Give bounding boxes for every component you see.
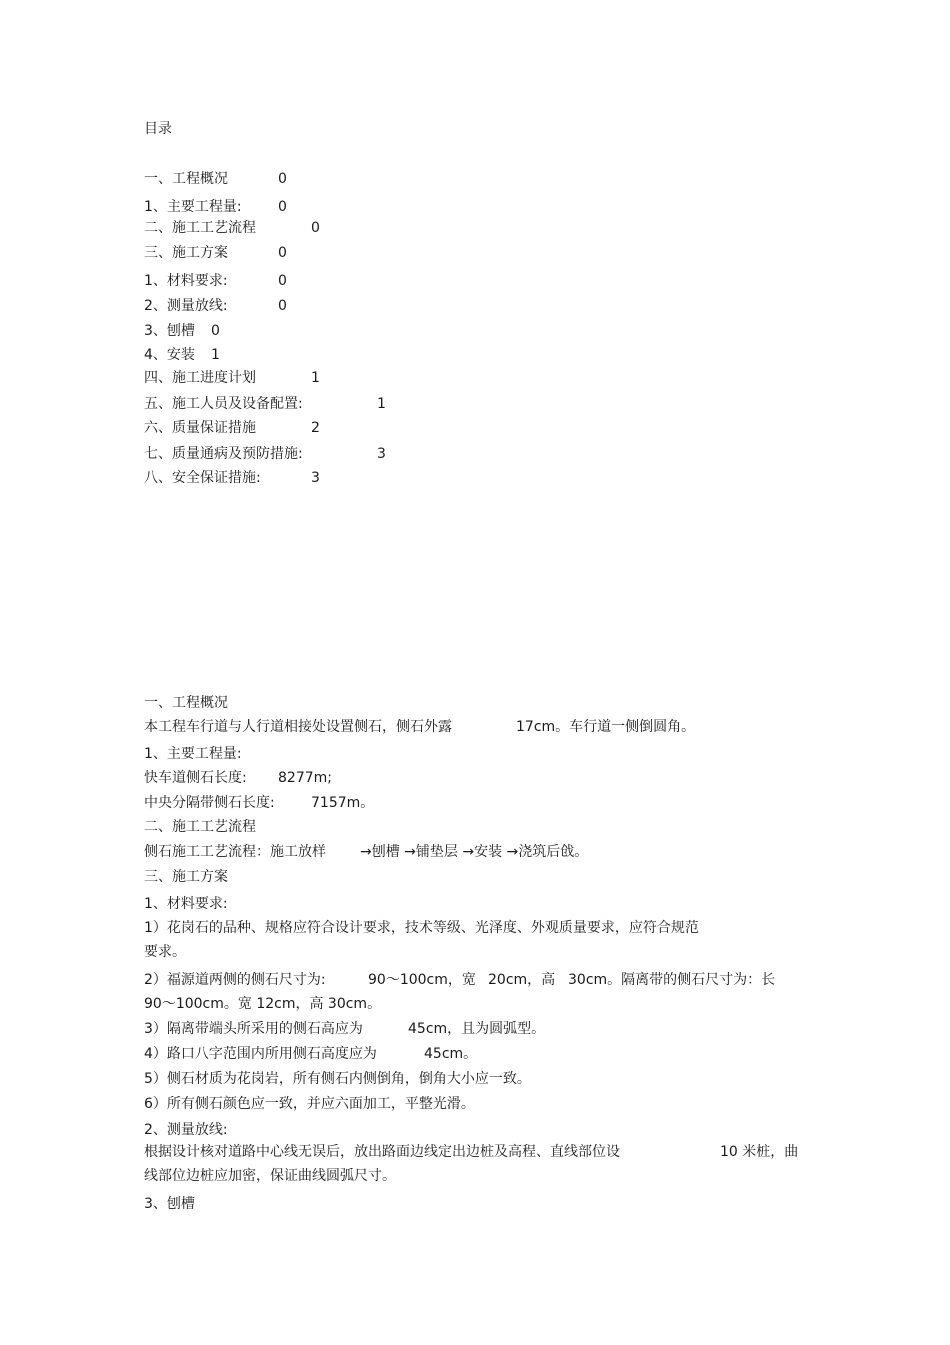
- toc-entry-label: 五、施工人员及设备配置:: [144, 396, 303, 412]
- toc-entry-page: 0: [278, 245, 287, 261]
- list-item: 2）福源道两侧的侧石尺寸为:: [144, 972, 326, 988]
- subsection-heading: 1、材料要求:: [144, 896, 228, 912]
- list-item: 45cm。: [424, 1046, 478, 1062]
- list-item: 1）花岗石的品种、规格应符合设计要求，技术等级、光泽度、外观质量要求，应符合规范: [144, 920, 699, 936]
- quantity-label: 快车道侧石长度:: [144, 770, 247, 786]
- list-item-continuation: 要求。: [144, 944, 186, 960]
- quantity-value: 8277m;: [278, 770, 332, 786]
- list-item-continuation: 90～100cm。宽 12cm，高 30cm。: [144, 996, 382, 1012]
- toc-entry-page: 0: [278, 298, 287, 314]
- toc-entry-page: 0: [278, 171, 287, 187]
- quantity-label: 中央分隔带侧石长度:: [144, 795, 275, 811]
- list-item: 6）所有侧石颜色应一致，并应六面加工，平整光滑。: [144, 1096, 475, 1112]
- list-item: 5）侧石材质为花岗岩，所有侧石内侧倒角，倒角大小应一致。: [144, 1071, 531, 1087]
- toc-entry-page: 1: [377, 396, 386, 412]
- section-heading: 一、工程概况: [144, 695, 228, 711]
- paragraph-text: 线部位边桩应加密，保证曲线圆弧尺寸。: [144, 1168, 396, 1184]
- toc-entry-label: 六、质量保证措施: [144, 420, 256, 436]
- list-item: 3）隔离带端头所采用的侧石高应为: [144, 1021, 363, 1037]
- toc-entry-page: 2: [311, 420, 320, 436]
- paragraph-text: 10 米桩，曲: [720, 1144, 799, 1160]
- toc-entry-label: 三、施工方案: [144, 245, 228, 261]
- toc-entry-label: 3、刨槽: [144, 323, 195, 339]
- toc-entry-page: 1: [311, 370, 320, 386]
- list-item: 20cm，高: [488, 972, 556, 988]
- paragraph-text: 17cm。车行道一侧倒圆角。: [516, 719, 696, 735]
- toc-entry-page: 0: [211, 323, 220, 339]
- process-flow: →刨槽 →铺垫层 →安装 →浇筑后戗。: [360, 844, 589, 860]
- toc-entry-page: 3: [377, 446, 386, 462]
- toc-entry-label: 一、工程概况: [144, 171, 228, 187]
- list-item: 4）路口八字范围内所用侧石高度应为: [144, 1046, 377, 1062]
- subsection-heading: 3、刨槽: [144, 1196, 195, 1212]
- toc-entry-label: 1、主要工程量:: [144, 199, 242, 215]
- subsection-heading: 2、测量放线:: [144, 1122, 228, 1138]
- toc-title: 目录: [144, 121, 172, 137]
- toc-entry-page: 3: [311, 470, 320, 486]
- section-heading: 二、施工工艺流程: [144, 819, 256, 835]
- toc-entry-label: 七、质量通病及预防措施:: [144, 446, 303, 462]
- paragraph-text: 本工程车行道与人行道相接处设置侧石，侧石外露: [144, 719, 452, 735]
- toc-entry-label: 二、施工工艺流程: [144, 220, 256, 236]
- list-item: 45cm，且为圆弧型。: [408, 1021, 546, 1037]
- toc-entry-label: 2、测量放线:: [144, 298, 228, 314]
- subsection-heading: 1、主要工程量:: [144, 746, 242, 762]
- toc-entry-label: 四、施工进度计划: [144, 370, 256, 386]
- toc-entry-page: 0: [278, 273, 287, 289]
- toc-entry-label: 八、安全保证措施:: [144, 470, 261, 486]
- quantity-value: 7157m。: [311, 795, 375, 811]
- toc-entry-label: 4、安装: [144, 347, 195, 363]
- toc-entry-page: 1: [211, 347, 220, 363]
- section-heading: 三、施工方案: [144, 869, 228, 885]
- toc-entry-page: 0: [311, 220, 320, 236]
- list-item: 30cm。隔离带的侧石尺寸为：长: [568, 972, 776, 988]
- list-item: 90～100cm，宽: [368, 972, 476, 988]
- toc-entry-label: 1、材料要求:: [144, 273, 228, 289]
- paragraph-text: 根据设计核对道路中心线无误后，放出路面边线定出边桩及高程、直线部位设: [144, 1144, 620, 1160]
- paragraph-text: 侧石施工工艺流程：施工放样: [144, 844, 326, 860]
- toc-entry-page: 0: [278, 199, 287, 215]
